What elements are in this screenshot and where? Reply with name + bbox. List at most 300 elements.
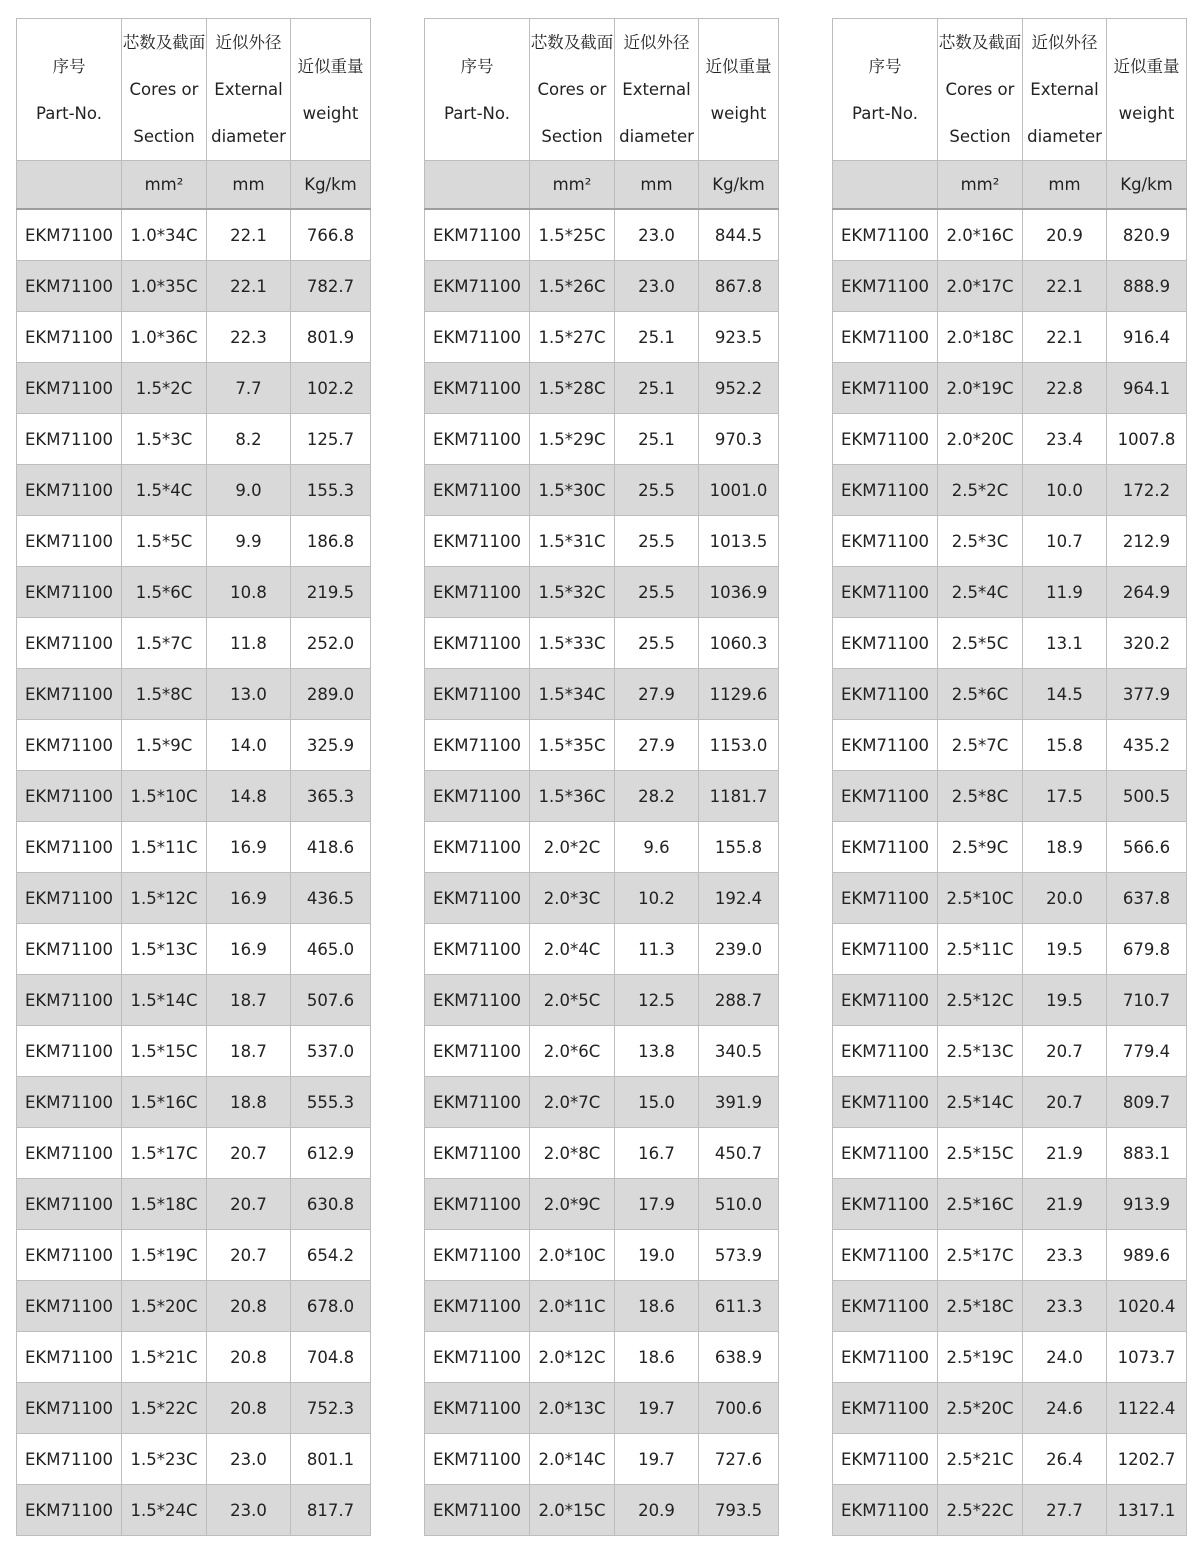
cores-section-cell: 2.0*8C (530, 1128, 615, 1179)
table-row (833, 516, 1187, 567)
header-part-zh: 序号 (868, 56, 902, 76)
part-no-cell: EKM71100 (425, 1281, 530, 1332)
table-row (425, 363, 779, 414)
cores-section-cell: 1.5*25C (530, 209, 615, 261)
part-no-cell: EKM71100 (17, 1485, 122, 1536)
table-row (833, 261, 1187, 312)
part-no-cell: EKM71100 (425, 567, 530, 618)
weight-cell: 320.2 (1107, 618, 1187, 669)
cores-section-cell: 1.0*36C (122, 312, 207, 363)
spec-table-2 (424, 18, 779, 1536)
part-no-cell: EKM71100 (17, 1230, 122, 1281)
weight-cell: 801.9 (291, 312, 371, 363)
header-part-no (833, 19, 938, 161)
table-row (17, 1230, 371, 1281)
header-weight (699, 19, 779, 161)
weight-cell: 727.6 (699, 1434, 779, 1485)
table-row (17, 465, 371, 516)
header-row (833, 19, 1187, 161)
diameter-cell: 23.3 (1023, 1230, 1107, 1281)
part-no-cell: EKM71100 (17, 1332, 122, 1383)
cores-section-cell: 2.5*6C (938, 669, 1023, 720)
weight-cell: 923.5 (699, 312, 779, 363)
part-no-cell: EKM71100 (833, 1230, 938, 1281)
diameter-cell: 25.5 (615, 567, 699, 618)
cores-section-cell: 2.0*20C (938, 414, 1023, 465)
part-no-cell: EKM71100 (833, 975, 938, 1026)
part-no-cell: EKM71100 (833, 209, 938, 261)
diameter-cell: 9.0 (207, 465, 291, 516)
units-row (17, 161, 371, 210)
header-weight-zh: 近似重量 (1113, 56, 1180, 76)
header-weight-zh: 近似重量 (297, 56, 364, 76)
table-row (425, 261, 779, 312)
diameter-cell: 24.0 (1023, 1332, 1107, 1383)
unit-weight: Kg/km (291, 161, 371, 210)
table-row (425, 618, 779, 669)
cores-section-cell: 1.5*28C (530, 363, 615, 414)
weight-cell: 704.8 (291, 1332, 371, 1383)
diameter-cell: 23.3 (1023, 1281, 1107, 1332)
header-weight-en: weight (302, 103, 359, 123)
header-diam-en2: diameter (211, 127, 286, 146)
diameter-cell: 25.5 (615, 465, 699, 516)
diameter-cell: 14.8 (207, 771, 291, 822)
weight-cell: 537.0 (291, 1026, 371, 1077)
part-no-cell: EKM71100 (833, 1128, 938, 1179)
part-no-cell: EKM71100 (833, 1179, 938, 1230)
weight-cell: 1317.1 (1107, 1485, 1187, 1536)
diameter-cell: 23.0 (615, 261, 699, 312)
table-row (17, 1332, 371, 1383)
weight-cell: 1202.7 (1107, 1434, 1187, 1485)
diameter-cell: 25.1 (615, 414, 699, 465)
table-row (17, 1434, 371, 1485)
header-diam-zh: 近似外径 (1031, 33, 1098, 52)
part-no-cell: EKM71100 (425, 669, 530, 720)
cores-section-cell: 1.5*4C (122, 465, 207, 516)
diameter-cell: 10.7 (1023, 516, 1107, 567)
cores-section-cell: 2.0*2C (530, 822, 615, 873)
table-row (425, 209, 779, 261)
part-no-cell: EKM71100 (833, 261, 938, 312)
part-no-cell: EKM71100 (425, 873, 530, 924)
table-row (833, 312, 1187, 363)
header-row (425, 19, 779, 161)
header-part-en: Part-No. (444, 103, 510, 123)
part-no-cell: EKM71100 (425, 516, 530, 567)
part-no-cell: EKM71100 (833, 567, 938, 618)
table-row (833, 669, 1187, 720)
weight-cell: 1122.4 (1107, 1383, 1187, 1434)
cores-section-cell: 1.5*7C (122, 618, 207, 669)
table-row (425, 1281, 779, 1332)
diameter-cell: 18.9 (1023, 822, 1107, 873)
part-no-cell: EKM71100 (425, 1077, 530, 1128)
diameter-cell: 23.4 (1023, 414, 1107, 465)
part-no-cell: EKM71100 (17, 1077, 122, 1128)
header-cores-zh: 芯数及截面 (938, 33, 1022, 52)
cores-section-cell: 1.5*21C (122, 1332, 207, 1383)
part-no-cell: EKM71100 (833, 1332, 938, 1383)
weight-cell: 801.1 (291, 1434, 371, 1485)
cores-section-cell: 2.5*5C (938, 618, 1023, 669)
part-no-cell: EKM71100 (17, 261, 122, 312)
weight-cell: 1007.8 (1107, 414, 1187, 465)
part-no-cell: EKM71100 (833, 1077, 938, 1128)
table-row (833, 720, 1187, 771)
weight-cell: 500.5 (1107, 771, 1187, 822)
part-no-cell: EKM71100 (425, 822, 530, 873)
header-diam-en1: External (1030, 80, 1099, 99)
diameter-cell: 25.5 (615, 618, 699, 669)
diameter-cell: 21.9 (1023, 1128, 1107, 1179)
part-no-cell: EKM71100 (17, 1281, 122, 1332)
diameter-cell: 10.8 (207, 567, 291, 618)
weight-cell: 102.2 (291, 363, 371, 414)
table-row (17, 1179, 371, 1230)
diameter-cell: 25.1 (615, 363, 699, 414)
spec-table-3 (832, 18, 1187, 1536)
table-row (17, 567, 371, 618)
table-row (833, 567, 1187, 618)
table-row (833, 414, 1187, 465)
table-row (17, 720, 371, 771)
diameter-cell: 11.3 (615, 924, 699, 975)
weight-cell: 573.9 (699, 1230, 779, 1281)
table-row (425, 567, 779, 618)
header-cores-en1: Cores or (537, 80, 607, 99)
cores-section-cell: 2.0*19C (938, 363, 1023, 414)
header-diameter (207, 19, 291, 161)
weight-cell: 212.9 (1107, 516, 1187, 567)
table-row (425, 822, 779, 873)
cores-section-cell: 2.5*10C (938, 873, 1023, 924)
weight-cell: 325.9 (291, 720, 371, 771)
header-cores-zh: 芯数及截面 (122, 33, 206, 52)
weight-cell: 913.9 (1107, 1179, 1187, 1230)
weight-cell: 679.8 (1107, 924, 1187, 975)
cores-section-cell: 2.5*19C (938, 1332, 1023, 1383)
weight-cell: 630.8 (291, 1179, 371, 1230)
table-row (425, 1383, 779, 1434)
table-row (425, 1077, 779, 1128)
unit-weight: Kg/km (699, 161, 779, 210)
cores-section-cell: 2.5*11C (938, 924, 1023, 975)
part-no-cell: EKM71100 (425, 771, 530, 822)
header-part-en: Part-No. (852, 103, 918, 123)
diameter-cell: 16.9 (207, 822, 291, 873)
header-weight (1107, 19, 1187, 161)
table-row (833, 771, 1187, 822)
diameter-cell: 22.1 (1023, 312, 1107, 363)
cores-section-cell: 1.5*29C (530, 414, 615, 465)
cores-section-cell: 2.0*7C (530, 1077, 615, 1128)
weight-cell: 192.4 (699, 873, 779, 924)
diameter-cell: 17.9 (615, 1179, 699, 1230)
cores-section-cell: 1.5*30C (530, 465, 615, 516)
cores-section-cell: 1.5*20C (122, 1281, 207, 1332)
diameter-cell: 11.8 (207, 618, 291, 669)
table-row (17, 618, 371, 669)
table-row (833, 1179, 1187, 1230)
diameter-cell: 25.1 (615, 312, 699, 363)
cores-section-cell: 1.5*19C (122, 1230, 207, 1281)
weight-cell: 507.6 (291, 975, 371, 1026)
weight-cell: 510.0 (699, 1179, 779, 1230)
table-row (425, 1026, 779, 1077)
part-no-cell: EKM71100 (17, 873, 122, 924)
diameter-cell: 9.9 (207, 516, 291, 567)
unit-cores: mm² (122, 161, 207, 210)
weight-cell: 391.9 (699, 1077, 779, 1128)
weight-cell: 752.3 (291, 1383, 371, 1434)
table-row (425, 1179, 779, 1230)
cores-section-cell: 2.5*14C (938, 1077, 1023, 1128)
cores-section-cell: 1.5*32C (530, 567, 615, 618)
table-row (17, 312, 371, 363)
part-no-cell: EKM71100 (17, 312, 122, 363)
header-weight-en: weight (710, 103, 767, 123)
weight-cell: 1013.5 (699, 516, 779, 567)
unit-diameter: mm (615, 161, 699, 210)
cores-section-cell: 2.5*13C (938, 1026, 1023, 1077)
part-no-cell: EKM71100 (17, 1383, 122, 1434)
table-row (17, 209, 371, 261)
table-row (425, 720, 779, 771)
diameter-cell: 22.1 (1023, 261, 1107, 312)
part-no-cell: EKM71100 (833, 771, 938, 822)
diameter-cell: 23.0 (615, 209, 699, 261)
cores-section-cell: 2.5*16C (938, 1179, 1023, 1230)
table-row (17, 1383, 371, 1434)
weight-cell: 916.4 (1107, 312, 1187, 363)
part-no-cell: EKM71100 (17, 771, 122, 822)
cores-section-cell: 2.5*7C (938, 720, 1023, 771)
header-weight (291, 19, 371, 161)
cores-section-cell: 1.5*34C (530, 669, 615, 720)
cores-section-cell: 1.5*2C (122, 363, 207, 414)
weight-cell: 820.9 (1107, 209, 1187, 261)
cores-section-cell: 1.0*34C (122, 209, 207, 261)
table-row (425, 516, 779, 567)
diameter-cell: 15.0 (615, 1077, 699, 1128)
cores-section-cell: 1.5*10C (122, 771, 207, 822)
header-diam-en1: External (622, 80, 691, 99)
weight-cell: 970.3 (699, 414, 779, 465)
weight-cell: 1001.0 (699, 465, 779, 516)
cores-section-cell: 2.0*14C (530, 1434, 615, 1485)
diameter-cell: 11.9 (1023, 567, 1107, 618)
diameter-cell: 20.7 (207, 1230, 291, 1281)
table-row (833, 822, 1187, 873)
weight-cell: 883.1 (1107, 1128, 1187, 1179)
part-no-cell: EKM71100 (833, 1026, 938, 1077)
diameter-cell: 27.7 (1023, 1485, 1107, 1536)
cores-section-cell: 1.5*14C (122, 975, 207, 1026)
part-no-cell: EKM71100 (425, 465, 530, 516)
weight-cell: 888.9 (1107, 261, 1187, 312)
table-row (17, 516, 371, 567)
table-row (17, 1026, 371, 1077)
part-no-cell: EKM71100 (17, 363, 122, 414)
weight-cell: 779.4 (1107, 1026, 1187, 1077)
weight-cell: 611.3 (699, 1281, 779, 1332)
header-cores-en1: Cores or (129, 80, 199, 99)
cores-section-cell: 1.5*17C (122, 1128, 207, 1179)
weight-cell: 809.7 (1107, 1077, 1187, 1128)
diameter-cell: 20.8 (207, 1383, 291, 1434)
unit-part (17, 161, 122, 210)
part-no-cell: EKM71100 (425, 312, 530, 363)
weight-cell: 555.3 (291, 1077, 371, 1128)
part-no-cell: EKM71100 (17, 414, 122, 465)
diameter-cell: 20.9 (1023, 209, 1107, 261)
weight-cell: 1020.4 (1107, 1281, 1187, 1332)
weight-cell: 377.9 (1107, 669, 1187, 720)
cores-section-cell: 2.0*5C (530, 975, 615, 1026)
diameter-cell: 20.7 (207, 1179, 291, 1230)
cores-section-cell: 2.5*17C (938, 1230, 1023, 1281)
part-no-cell: EKM71100 (425, 261, 530, 312)
table-row (833, 618, 1187, 669)
cores-section-cell: 2.0*3C (530, 873, 615, 924)
diameter-cell: 22.3 (207, 312, 291, 363)
diameter-cell: 18.6 (615, 1281, 699, 1332)
part-no-cell: EKM71100 (17, 720, 122, 771)
weight-cell: 1060.3 (699, 618, 779, 669)
diameter-cell: 13.1 (1023, 618, 1107, 669)
weight-cell: 365.3 (291, 771, 371, 822)
table-row (833, 209, 1187, 261)
weight-cell: 252.0 (291, 618, 371, 669)
cores-section-cell: 1.5*35C (530, 720, 615, 771)
cores-section-cell: 2.0*17C (938, 261, 1023, 312)
diameter-cell: 13.0 (207, 669, 291, 720)
weight-cell: 340.5 (699, 1026, 779, 1077)
diameter-cell: 27.9 (615, 720, 699, 771)
part-no-cell: EKM71100 (425, 1485, 530, 1536)
cores-section-cell: 1.5*18C (122, 1179, 207, 1230)
header-diam-en2: diameter (619, 127, 694, 146)
weight-cell: 654.2 (291, 1230, 371, 1281)
part-no-cell: EKM71100 (425, 1179, 530, 1230)
diameter-cell: 13.8 (615, 1026, 699, 1077)
table-row (17, 822, 371, 873)
part-no-cell: EKM71100 (833, 873, 938, 924)
table-row (833, 873, 1187, 924)
part-no-cell: EKM71100 (425, 414, 530, 465)
diameter-cell: 20.9 (615, 1485, 699, 1536)
weight-cell: 264.9 (1107, 567, 1187, 618)
cores-section-cell: 2.0*6C (530, 1026, 615, 1077)
table-row (17, 924, 371, 975)
header-cores-en2: Section (949, 127, 1011, 146)
weight-cell: 612.9 (291, 1128, 371, 1179)
weight-cell: 436.5 (291, 873, 371, 924)
header-diam-en2: diameter (1027, 127, 1102, 146)
header-weight-en: weight (1118, 103, 1175, 123)
header-cores-en2: Section (541, 127, 603, 146)
cores-section-cell: 2.5*8C (938, 771, 1023, 822)
diameter-cell: 20.7 (1023, 1026, 1107, 1077)
part-no-cell: EKM71100 (833, 1485, 938, 1536)
cores-section-cell: 1.5*22C (122, 1383, 207, 1434)
header-part-en: Part-No. (36, 103, 102, 123)
weight-cell: 155.8 (699, 822, 779, 873)
cores-section-cell: 1.5*27C (530, 312, 615, 363)
cores-section-cell: 1.5*12C (122, 873, 207, 924)
cores-section-cell: 1.5*9C (122, 720, 207, 771)
weight-cell: 637.8 (1107, 873, 1187, 924)
weight-cell: 766.8 (291, 209, 371, 261)
diameter-cell: 15.8 (1023, 720, 1107, 771)
part-no-cell: EKM71100 (17, 1179, 122, 1230)
part-no-cell: EKM71100 (833, 312, 938, 363)
cores-section-cell: 1.5*11C (122, 822, 207, 873)
weight-cell: 700.6 (699, 1383, 779, 1434)
cores-section-cell: 1.5*26C (530, 261, 615, 312)
table-row (833, 1332, 1187, 1383)
header-cores-zh: 芯数及截面 (530, 33, 614, 52)
header-diameter (1023, 19, 1107, 161)
table-row (833, 1434, 1187, 1485)
diameter-cell: 16.9 (207, 873, 291, 924)
diameter-cell: 12.5 (615, 975, 699, 1026)
part-no-cell: EKM71100 (17, 465, 122, 516)
diameter-cell: 19.7 (615, 1383, 699, 1434)
weight-cell: 964.1 (1107, 363, 1187, 414)
weight-cell: 288.7 (699, 975, 779, 1026)
part-no-cell: EKM71100 (425, 1434, 530, 1485)
part-no-cell: EKM71100 (425, 975, 530, 1026)
part-no-cell: EKM71100 (17, 1128, 122, 1179)
diameter-cell: 19.7 (615, 1434, 699, 1485)
diameter-cell: 24.6 (1023, 1383, 1107, 1434)
weight-cell: 1181.7 (699, 771, 779, 822)
cores-section-cell: 1.5*15C (122, 1026, 207, 1077)
cores-section-cell: 2.5*2C (938, 465, 1023, 516)
cores-section-cell: 1.5*5C (122, 516, 207, 567)
weight-cell: 817.7 (291, 1485, 371, 1536)
cores-section-cell: 1.5*8C (122, 669, 207, 720)
diameter-cell: 21.9 (1023, 1179, 1107, 1230)
part-no-cell: EKM71100 (17, 1434, 122, 1485)
table-row (425, 1332, 779, 1383)
diameter-cell: 20.8 (207, 1332, 291, 1383)
table-row (425, 669, 779, 720)
part-no-cell: EKM71100 (425, 1332, 530, 1383)
diameter-cell: 20.8 (207, 1281, 291, 1332)
diameter-cell: 22.8 (1023, 363, 1107, 414)
part-no-cell: EKM71100 (833, 924, 938, 975)
table-row (833, 1077, 1187, 1128)
table-row (833, 1281, 1187, 1332)
weight-cell: 782.7 (291, 261, 371, 312)
weight-cell: 155.3 (291, 465, 371, 516)
cores-section-cell: 2.5*15C (938, 1128, 1023, 1179)
part-no-cell: EKM71100 (833, 414, 938, 465)
unit-part (425, 161, 530, 210)
unit-diameter: mm (207, 161, 291, 210)
diameter-cell: 19.0 (615, 1230, 699, 1281)
cores-section-cell: 1.5*33C (530, 618, 615, 669)
cores-section-cell: 2.0*4C (530, 924, 615, 975)
weight-cell: 793.5 (699, 1485, 779, 1536)
diameter-cell: 14.0 (207, 720, 291, 771)
weight-cell: 1153.0 (699, 720, 779, 771)
part-no-cell: EKM71100 (17, 822, 122, 873)
